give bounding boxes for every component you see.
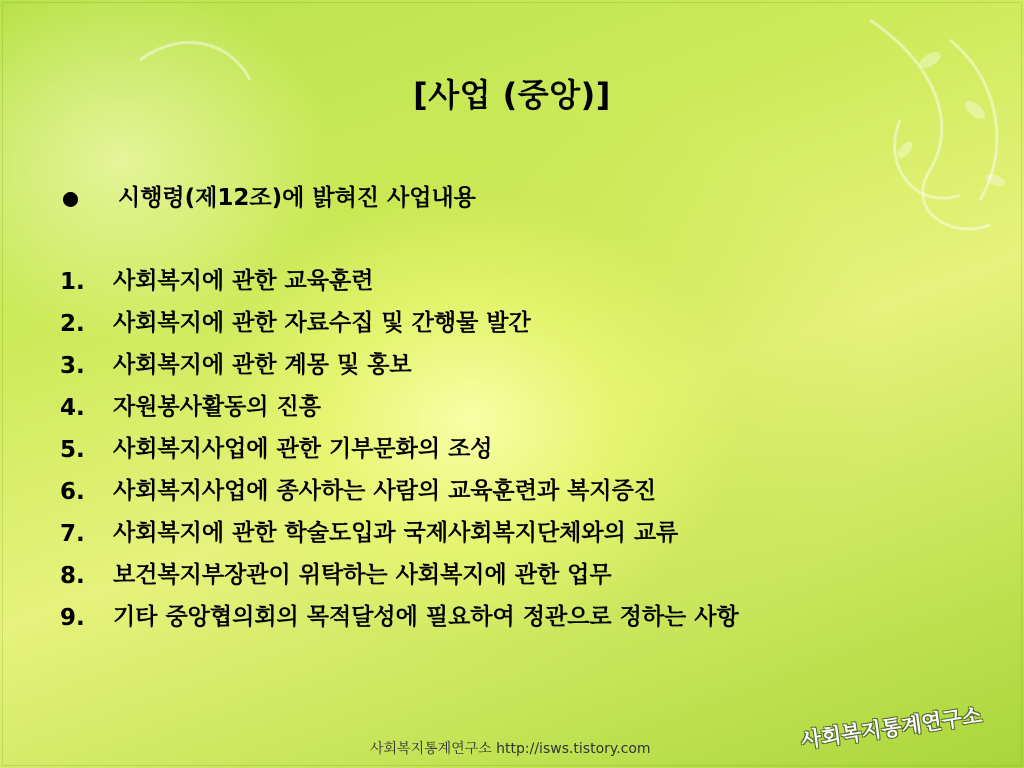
logo-watermark: 사회복지통계연구소 xyxy=(799,703,984,753)
item-number: 8. xyxy=(60,563,85,589)
item-text: 사회복지에 관한 계몽 및 홍보 xyxy=(113,352,412,378)
item-text: 사회복지사업에 종사하는 사람의 교육훈련과 복지증진 xyxy=(113,478,657,504)
list-item xyxy=(60,600,820,636)
item-text: 자원봉사활동의 진흥 xyxy=(113,394,321,420)
list-item xyxy=(60,306,820,342)
slide-body xyxy=(60,180,820,642)
slide-title: [사업 (중앙)] xyxy=(413,76,611,114)
list-item xyxy=(60,516,820,552)
item-text: 사회복지에 관한 학술도입과 국제사회복지단체와의 교류 xyxy=(113,520,679,546)
list-item xyxy=(60,474,820,510)
item-number: 6. xyxy=(60,479,85,505)
item-number: 2. xyxy=(60,311,85,337)
list-item xyxy=(60,432,820,468)
list-item xyxy=(60,348,820,384)
item-number: 7. xyxy=(60,521,85,547)
item-number: 1. xyxy=(60,269,85,295)
intro-text: 시행령(제12조)에 밝혀진 사업내용 xyxy=(118,185,476,211)
item-number: 9. xyxy=(60,605,85,631)
list-item xyxy=(60,390,820,426)
footer-text: 사회복지통계연구소 http://isws.tistory.com xyxy=(370,741,651,757)
numbered-list xyxy=(60,264,820,636)
intro-bullet xyxy=(60,180,820,216)
item-number: 5. xyxy=(60,437,85,463)
item-text: 기타 중앙협의회의 목적달성에 필요하여 정관으로 정하는 사항 xyxy=(113,604,739,630)
list-item xyxy=(60,558,820,594)
bullet-dot-icon xyxy=(63,192,78,207)
item-number: 3. xyxy=(60,353,85,379)
item-number: 4. xyxy=(60,395,85,421)
item-text: 사회복지에 관한 교육훈련 xyxy=(113,268,374,294)
item-text: 보건복지부장관이 위탁하는 사회복지에 관한 업무 xyxy=(113,562,612,588)
list-item xyxy=(60,264,820,300)
item-text: 사회복지에 관한 자료수집 및 간행물 발간 xyxy=(113,310,531,336)
item-text: 사회복지사업에 관한 기부문화의 조성 xyxy=(113,436,493,462)
